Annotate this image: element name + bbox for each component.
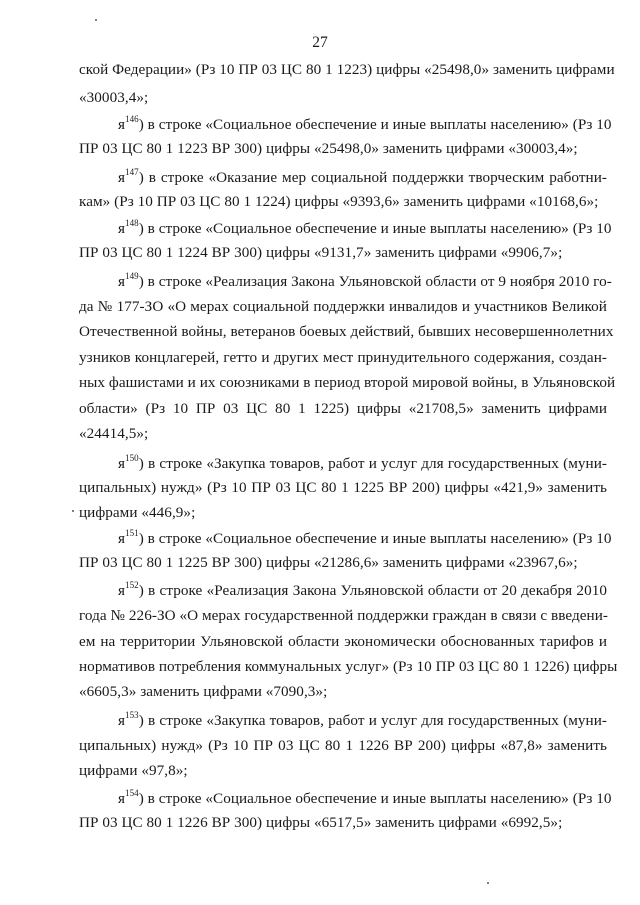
text-line: ципальных) нужд» (Рз 10 ПР 03 ЦС 80 1 1225 ВР 200) цифры «421,9» заменить [79,479,607,496]
page-number: 27 [312,34,328,51]
scan-speck [487,882,489,884]
text-line: ем на территории Ульяновской области экономически обоснованных тарифов и [79,633,607,650]
text-line: $я^{146}$) в строке «Социальное обеспечение и иные выплаты населению» (Рз 10 [118,113,612,133]
text-line: $я^{154}$) в строке «Социальное обеспечение и иные выплаты населению» (Рз 10 [118,787,612,807]
text-line: «24414,5»; [79,425,149,442]
text-line: да № 177-ЗО «О мерах социальной поддержки инвалидов и участников Великой [79,298,607,315]
text-line: $я^{153}$) в строке «Закупка товаров, работ и услуг для государственных (муни- [118,709,607,729]
text-line: $я^{149}$) в строке «Реализация Закона Ульяновской области от 9 ноября 2010 го- [118,270,612,290]
text-line: $я^{152}$) в строке «Реализация Закона Ульяновской области от 20 декабря 2010 [118,579,607,599]
text-line: года № 226-ЗО «О мерах государственной поддержки граждан в связи с введени- [79,607,609,624]
text-line: ской Федерации» (Рз 10 ПР 03 ЦС 80 1 1223) цифры «25498,0» заменить цифрами [79,61,615,78]
text-line: ПР 03 ЦС 80 1 1226 ВР 300) цифры «6517,5» заменить цифрами «6992,5»; [79,814,563,831]
text-line: ПР 03 ЦС 80 1 1225 ВР 300) цифры «21286,6» заменить цифрами «23967,6»; [79,554,578,571]
text-line: $я^{147}$) в строке «Оказание мер социальной поддержки творческим работни- [118,166,607,186]
text-line: цифрами «446,9»; [79,504,196,521]
text-line: нормативов потребления коммунальных услуг» (Рз 10 ПР 03 ЦС 80 1 1226) цифры [79,658,618,675]
text-line: ПР 03 ЦС 80 1 1224 ВР 300) цифры «9131,7» заменить цифрами «9906,7»; [79,244,563,261]
scan-speck [72,510,74,512]
text-line: «6605,3» заменить цифрами «7090,3»; [79,683,328,700]
text-line: $я^{148}$) в строке «Социальное обеспечение и иные выплаты населению» (Рз 10 [118,217,612,237]
text-line: $я^{150}$) в строке «Закупка товаров, работ и услуг для государственных (муни- [118,452,607,472]
text-line: «30003,4»; [79,89,149,106]
text-line: $я^{151}$) в строке «Социальное обеспечение и иные выплаты населению» (Рз 10 [118,527,612,547]
text-line: цифрами «97,8»; [79,762,188,779]
text-line: узников концлагерей, гетто и других мест принудительного содержания, создан- [79,349,607,366]
text-line: Отечественной войны, ветеранов боевых действий, бывших несовершеннолетних [79,323,614,340]
text-line: ных фашистами и их союзниками в период второй мировой войны, в Ульяновской [79,374,616,391]
text-line: области» (Рз 10 ПР 03 ЦС 80 1 1225) цифры «21708,5» заменить цифрами [79,400,607,417]
text-line: ципальных) нужд» (Рз 10 ПР 03 ЦС 80 1 1226 ВР 200) цифры «87,8» заменить [79,737,607,754]
scan-speck [95,19,97,21]
text-line: кам» (Рз 10 ПР 03 ЦС 80 1 1224) цифры «9393,6» заменить цифрами «10168,6»; [79,193,599,210]
text-line: ПР 03 ЦС 80 1 1223 ВР 300) цифры «25498,0» заменить цифрами «30003,4»; [79,140,578,157]
